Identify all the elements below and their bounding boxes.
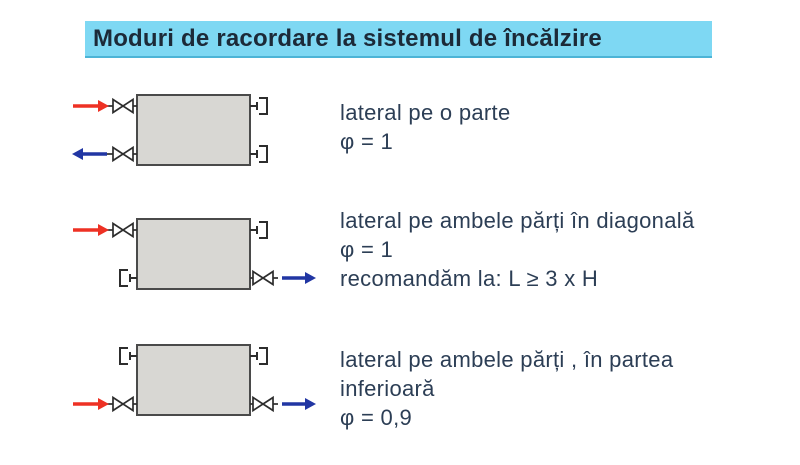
flow-in-arrow xyxy=(73,100,109,112)
blind-plug-icon xyxy=(250,146,267,162)
title-bar xyxy=(85,21,712,58)
flow-out-arrow xyxy=(72,148,107,160)
radiator-diagram-diagonal xyxy=(60,212,330,312)
valve-icon xyxy=(250,272,278,285)
radiator-body xyxy=(137,345,250,415)
recommendation-note: recomandăm la: L ≥ 3 x H xyxy=(340,266,599,291)
valve-icon xyxy=(107,224,137,237)
valve-icon xyxy=(250,398,278,411)
flow-out-arrow xyxy=(282,398,316,410)
valve-icon xyxy=(107,398,137,411)
radiator-body xyxy=(137,219,250,289)
phi-value: φ = 1 xyxy=(340,129,394,154)
caption-line: lateral pe ambele părți , în partea xyxy=(340,347,674,372)
radiator-body xyxy=(137,95,250,165)
valve-icon xyxy=(107,148,137,161)
flow-in-arrow xyxy=(73,224,109,236)
blind-plug-icon xyxy=(120,270,137,286)
caption-line: lateral pe ambele părți în diagonală xyxy=(340,208,695,233)
phi-value: φ = 1 xyxy=(340,237,394,262)
flow-out-arrow xyxy=(282,272,316,284)
caption-line: lateral pe o parte xyxy=(340,100,511,125)
phi-value: φ = 0,9 xyxy=(340,405,413,430)
caption-one-side xyxy=(340,98,790,156)
radiator-diagram-bottom xyxy=(60,338,330,438)
blind-plug-icon xyxy=(250,98,267,114)
caption-line: inferioară xyxy=(340,376,435,401)
blind-plug-icon xyxy=(120,348,137,364)
blind-plug-icon xyxy=(250,348,267,364)
caption-diagonal xyxy=(340,206,790,293)
flow-in-arrow xyxy=(73,398,109,410)
blind-plug-icon xyxy=(250,222,267,238)
caption-bottom xyxy=(340,345,790,432)
radiator-diagram-one-side xyxy=(60,88,330,188)
valve-icon xyxy=(107,100,137,113)
page-title: Moduri de racordare la sistemul de încălzire xyxy=(93,24,602,52)
